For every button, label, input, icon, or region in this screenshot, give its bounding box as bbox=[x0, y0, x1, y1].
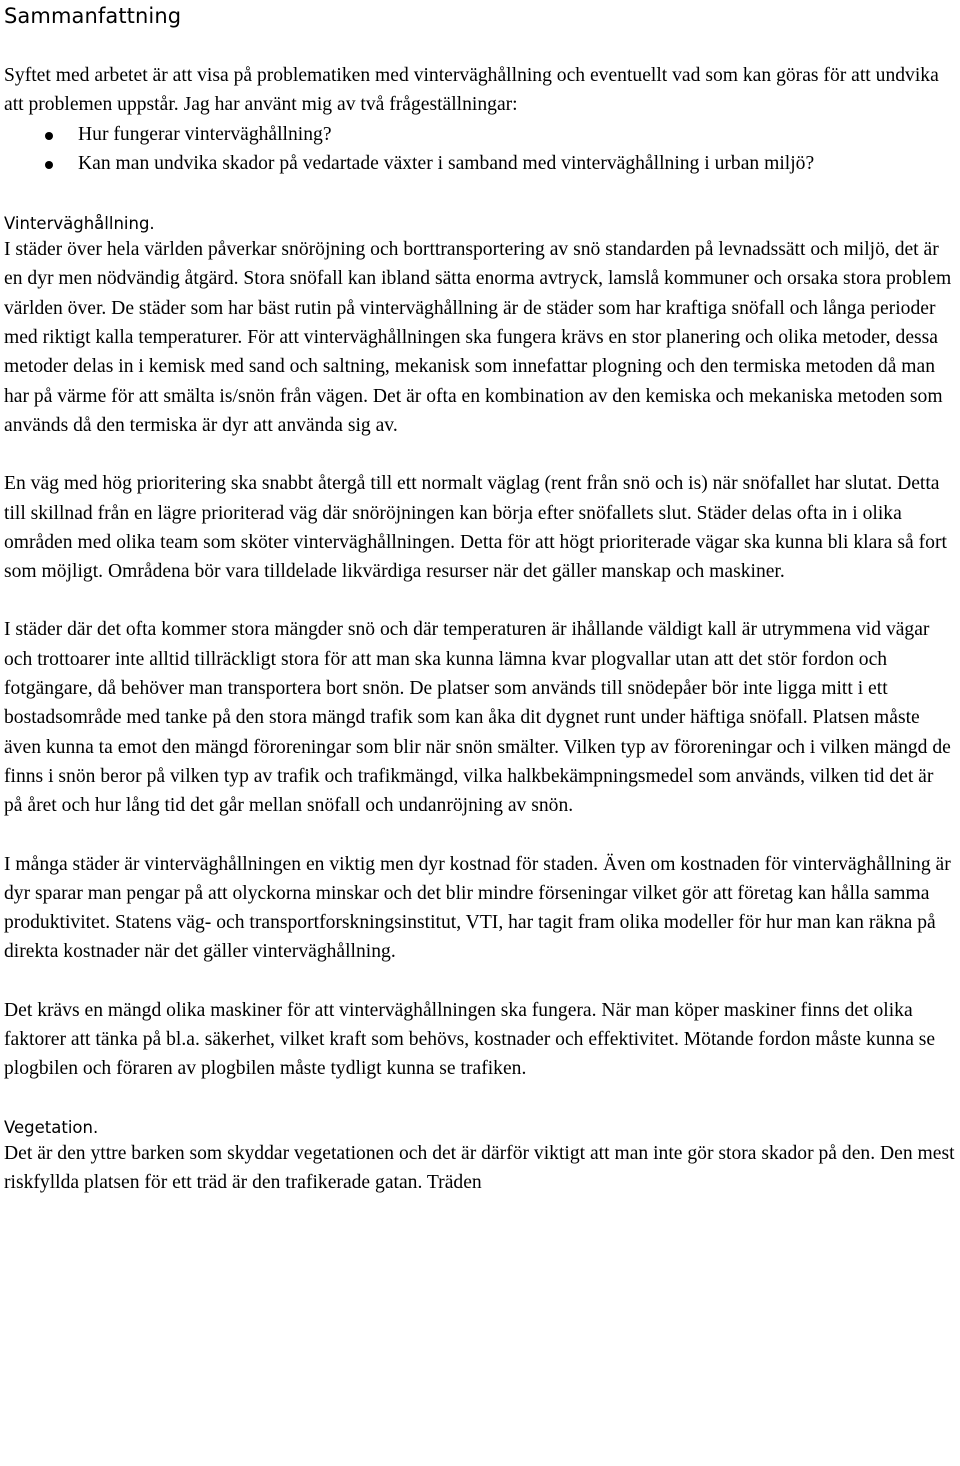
bullet-icon bbox=[45, 161, 53, 169]
body-paragraph: En väg med hög prioritering ska snabbt återgå till ett normalt väglag (rent från snö och is) när snöfallet har slutat. Detta till skillnad från en lägre prioriterad väg där snöröjningen kan börja efter snöfallets slut. Städer delas ofta in i olika områden med olika team som sköter vinterväghållningen. Detta för att högt prioriterade vägar ska kunna bli klara så fort som möjligt. Områdena bör vara tilldelade likvärdiga resurser när det gäller manskap och maskiner. bbox=[4, 473, 947, 583]
bullet-icon bbox=[45, 132, 53, 140]
section-heading-vinterväghållning: Vinterväghållning. bbox=[4, 214, 155, 234]
question-list bbox=[4, 120, 956, 179]
body-paragraph: Det är den yttre barken som skyddar vegetationen och det är därför viktigt att man inte gör stora skador på den. Den mest riskfyllda platsen för ett träd är den trafikerade gatan. Träden bbox=[4, 1142, 955, 1193]
body-paragraph: I många städer är vinterväghållningen en viktig men dyr kostnad för staden. Även om kostnaden för vinterväghållning är dyr sparar man pengar på att olyckorna minskar och det blir mindre förseningar vilket gör att företag kan hålla samma produktivitet. Statens väg- och transportforskningsinstitut, VTI, har tagit fram olika modeller för hur man kan räkna på direkta kostnader när det gäller vinterväghållning. bbox=[4, 853, 951, 963]
document-page bbox=[4, 0, 956, 1197]
intro-paragraph: Syftet med arbetet är att visa på problematiken med vinterväghållning och eventuellt vad som kan göras för att undvika att problemen uppstår. Jag har använt mig av två frågeställningar: bbox=[4, 65, 939, 116]
question-text: Hur fungerar vinterväghållning? bbox=[78, 123, 332, 145]
document-title: Sammanfattning bbox=[4, 4, 182, 28]
question-text: Kan man undvika skador på vedartade växter i samband med vinterväghållning i urban miljö? bbox=[78, 152, 815, 174]
question-item bbox=[4, 120, 956, 149]
question-item bbox=[4, 149, 956, 178]
body-paragraph: I städer över hela världen påverkar snöröjning och borttransportering av snö standarden på levnadssätt och miljö, det är en dyr men nödvändig åtgärd. Stora snöfall kan ibland sätta enorma avtryck, lamslå kommuner och orsaka stora problem världen över. De städer som har bäst rutin på vinterväghållning är de städer som har kraftiga snöfall och långa perioder med riktigt kalla temperaturer. För att vinterväghållningen ska fungera krävs en stor planering och olika metoder, dessa metoder delas in i kemisk med sand och saltning, mekanisk som innefattar plogning och den termiska metoden då man har på värme för att smälta is/snön från vägen. Det är ofta en kombination av den kemiska och mekaniska metoden som används då den termiska är dyr att använda sig av. bbox=[4, 239, 952, 436]
body-paragraph: Det krävs en mängd olika maskiner för att vinterväghållningen ska fungera. När man köper maskiner finns det olika faktorer att tänka på bl.a. säkerhet, vilket kraft som behövs, kostnader och effektivitet. Mötande fordon måste kunna se plogbilen och föraren av plogbilen måste tydligt kunna se trafiken. bbox=[4, 999, 936, 1080]
section-heading-vegetation: Vegetation. bbox=[4, 1117, 99, 1137]
body-paragraph: I städer där det ofta kommer stora mängder snö och där temperaturen är ihållande väldigt kall är utrymmena vid vägar och trottoarer inte alltid tillräckligt stora för att man ska kunna lämna kvar plogvallar utan att det stör fordon och fotgängare, då behöver man transportera bort snön. De platser som används till snödepåer bör inte ligga mitt i ett bostadsområde med tanke på den stora mängd trafik som kan åka dit dygnet runt under häftiga snöfall. Platsen måste även kunna ta emot den mängd föroreningar som blir när snön smälter. Vilken typ av föroreningar och i vilken mängd de finns i snön beror på vilken typ av trafik och trafikmängd, vilka halkbekämpningsmedel som används, vilken tid det är på året och hur lång tid det går mellan snöfall och undanröjning av snön. bbox=[4, 619, 951, 817]
